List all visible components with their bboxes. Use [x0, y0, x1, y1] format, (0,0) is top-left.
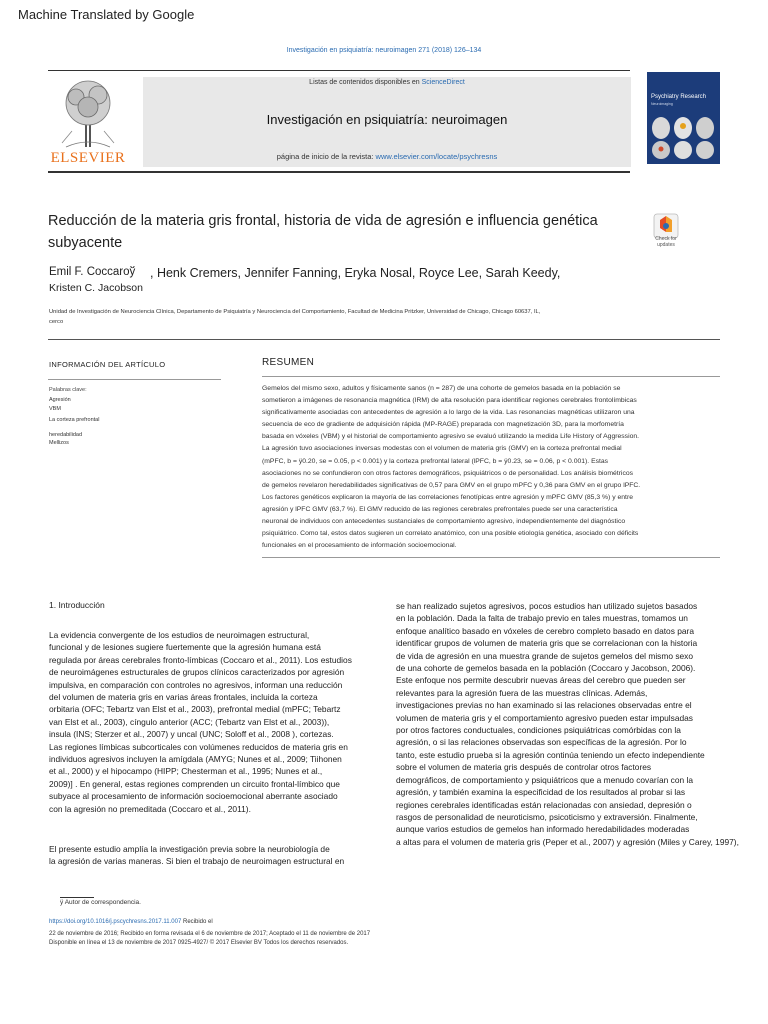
availability-copyright: Disponible en línea el 13 de noviembre de 2017 0925-4927/ © 2017 Elsevier BV Todos los derechos reservados. — [49, 940, 349, 946]
elsevier-wordmark: ELSEVIER — [50, 150, 126, 166]
brain-scans-icon — [649, 114, 718, 160]
keyword: VBM — [49, 406, 61, 412]
author-first[interactable]: Emil F. Coccaroў — [49, 266, 136, 278]
keyword: La corteza prefrontal — [49, 417, 100, 423]
footnote-rule — [60, 897, 94, 898]
cover-subtitle: Neuroimaging — [651, 102, 673, 106]
contents-prefix: Listas de contenidos disponibles en — [309, 79, 422, 86]
journal-citation-link[interactable]: Investigación en psiquiatría: neuroimagen 271 (2018) 126–134 — [286, 47, 482, 54]
intro-paragraph-continued: se han realizado sujetos agresivos, pocos estudios han utilizado sujetos basados en la población. Dada la falta de trabajo previo en tales muestras, tomamos un enfoque analítico basado en vóxeles de cerebro completo basado en datos para identificar grupos de volumen de materia gris que se correlacionan con la historia de vida de agresión en una muestra grande de sujetos gemelos del mismo sexo de una cohorte de gemelos basada en la población (Coccaro y Jacobson, 2006). Este enfoque nos permite descubrir nuevas áreas del cerebro que pueden ser relevantes para la agresión fuera de las muestras clínicas. Además, investigaciones previas no han examinado si las relaciones observadas entre el volumen de materia gris y el comportamiento agresivo pueden estar impulsadas por otros factores conductuales, condiciones psiquiátricas comórbidas con la agresión, o si las relaciones observadas son específicas de la agresión. Por lo tanto, este estudio prueba si la agresión continúa teniendo un efecto independiente sobre el volumen de materia gris después de controlar otros factores demográficos, de comportamiento y psiquiátricos que a menudo covarían con la agresión, y también examina la especificidad de los resultados al probar si las regiones cerebrales identificadas están relacionadas con ansiedad, depresión o rasgos de personalidad de neuroticismo, psicoticismo y extraversión. Finalmente, aunque varios estudios de gemelos han informado heredabilidades moderadas a altas para el volumen de materia gris (Peper et al., 2007) y agresión (Miles y Carey, 1997), — [396, 601, 739, 847]
header-rule-bottom — [48, 171, 630, 173]
doi-link[interactable]: https://doi.org/10.1016/j.pscychresns.2017.11.007 — [49, 919, 182, 925]
affiliation-line-2: cerco — [49, 319, 64, 325]
received-dates: 22 de noviembre de 2016; Recibido en forma revisada el 6 de noviembre de 2017; Aceptado el 11 de noviembre de 2017 — [49, 931, 371, 937]
section-heading-introduction: 1. Introducción — [49, 600, 105, 610]
authors-list: , Henk Cremers, Jennifer Fanning, Eryka Nosal, Royce Lee, Sarah Keedy, — [150, 266, 561, 280]
keyword: Agresión — [49, 397, 71, 403]
author-last: Kristen C. Jacobson — [49, 282, 143, 294]
intro-paragraph-2: El presente estudio amplía la investigación previa sobre la neurobiología de la agresión de varias maneras. Si bien el trabajo de neuroimagen estructural en — [49, 844, 345, 867]
abstract-rule — [262, 376, 720, 377]
abstract-text: Gemelos del mismo sexo, adultos y físicamente sanos (n = 287) de una cohorte de gemelos basada en la población se sometieron a imágenes de resonancia magnética (IRM) de alta resolución para identificar regiones cerebrales frontolímbicas significativamente asociadas con antecedentes de agresión a lo largo de la vida. Las resonancias magnéticas utilizaron una secuencia de eco de gradiente de adquisición rápida (MP-RAGE) preparada con magnetización 3D, para la morfometría basada en vóxeles (VBM) y el historial de comportamiento agresivo se evaluó utilizando la medida Life History of Aggression. La agresión tuvo asociaciones inversas modestas con el volumen de materia gris (GMV) en la corteza prefrontal medial (mPFC, b = ÿ0.20, se = 0.05, p < 0.001) y la corteza prefrontal lateral (lPFC, b = ÿ0.23, se = 0.06, p < 0.001). Estas asociaciones no se confundieron con otros factores demográficos, psiquiátricos o de personalidad. Los análisis biométricos de gemelos revelaron heredabilidades significativas de 0,57 para GMV en el grupo mPFC y 0,36 para GMV en el grupo lPFC. Los factores genéticos explicaron la mayoría de las correlaciones fenotípicas entre agresión y mPFC GMV (85,3 %) y entre agresión y lPFC GMV (63,7 %). El GMV reducido de las regiones cerebrales prefrontales puede ser una característica neuronal de individuos con antecedentes sustanciales de comportamiento agresivo, independientemente del diagnóstico psiquiátrico. Como tal, estos datos sugieren un correlato anatómico, con una posible etiología genética, asociado con déficits funcionales en el procesamiento de información socioemocional. — [262, 385, 641, 550]
article-info-rule — [48, 379, 221, 380]
abstract-rule-bottom — [262, 557, 720, 558]
keyword: Mellizos — [49, 440, 69, 446]
intro-paragraph-1: La evidencia convergente de los estudios de neuroimagen estructural, funcional y de lesiones sugiere fuertemente que la agresión humana está regulada por áreas cerebrales fronto-límbicas (Coccaro et al., 2011). Los estudios de neuroimágenes estructurales de grupos clínicos caracterizados por agresión impulsiva, en comparación con controles no agresivos, informan una reducción del volumen de materia gris en varias áreas frontales, incluida la corteza orbitaria (OFC; Tebartz van Elst et al., 2003), prefrontal medial (mPFC; Tebartz van Elst et al., 2003), cíngulo anterior (ACC; (Tebartz van Elst et al., 2003)), insula (INS; Sterzer et al., 2007) y uncal (UNC; Soloff et al., 2008 ), cortezas. Las regiones límbicas subcorticales con volúmenes reducidos de materia gris en individuos agresivos incluyen la amígdala (AMYG; Nunes et al., 2009; Tiihonen et al., 2000) y el hipocampo (HIPP; Chesterman et al., 1995; Nunes et al., 2009)] . En general, estas regiones comprenden un circuito frontal-límbico que subyace al procesamiento de información socioemocional aberrante asociado con la agresión no premeditada (Coccaro et al., 2011). — [49, 630, 352, 814]
homepage-link[interactable]: www.elsevier.com/locate/psychresns — [375, 152, 498, 161]
doi-line — [49, 919, 213, 925]
sciencedirect-link[interactable]: ScienceDirect — [421, 79, 465, 86]
journal-cover-image[interactable] — [647, 72, 720, 164]
section-divider — [48, 339, 720, 340]
machine-translated-banner: Machine Translated by Google — [18, 7, 195, 22]
corresponding-author-footnote: ÿ Autor de correspondencia. — [60, 899, 141, 906]
article-title: Reducción de la materia gris frontal, historia de vida de agresión e influencia genética subyacente — [48, 213, 598, 251]
check-for-updates-label: Check for updates — [655, 236, 677, 248]
keyword: heredabilidad — [49, 432, 83, 438]
journal-title: Investigación en psiquiatría: neuroimagen — [266, 112, 508, 127]
abstract-heading: RESUMEN — [262, 357, 315, 368]
keywords-label: Palabras clave: — [49, 387, 87, 393]
contents-available-line — [143, 79, 631, 86]
header-rule-top — [48, 70, 630, 71]
article-info-heading: INFORMACIÓN DEL ARTÍCULO — [49, 360, 166, 369]
affiliation — [49, 307, 609, 327]
journal-homepage-line — [143, 152, 631, 161]
received-label: Recibido el — [181, 919, 213, 925]
affiliation-line: Unidad de Investigación de Neurociencia Clínica, Departamento de Psiquiatría y Neurociencia del Comportamiento, Facultad de Medicina Pritzker, Universidad de Chicago, Chicago 60637, IL, — [49, 309, 541, 315]
cover-title: Psychiatry Research — [651, 94, 707, 100]
homepage-prefix: página de inicio de la revista: — [276, 152, 376, 161]
